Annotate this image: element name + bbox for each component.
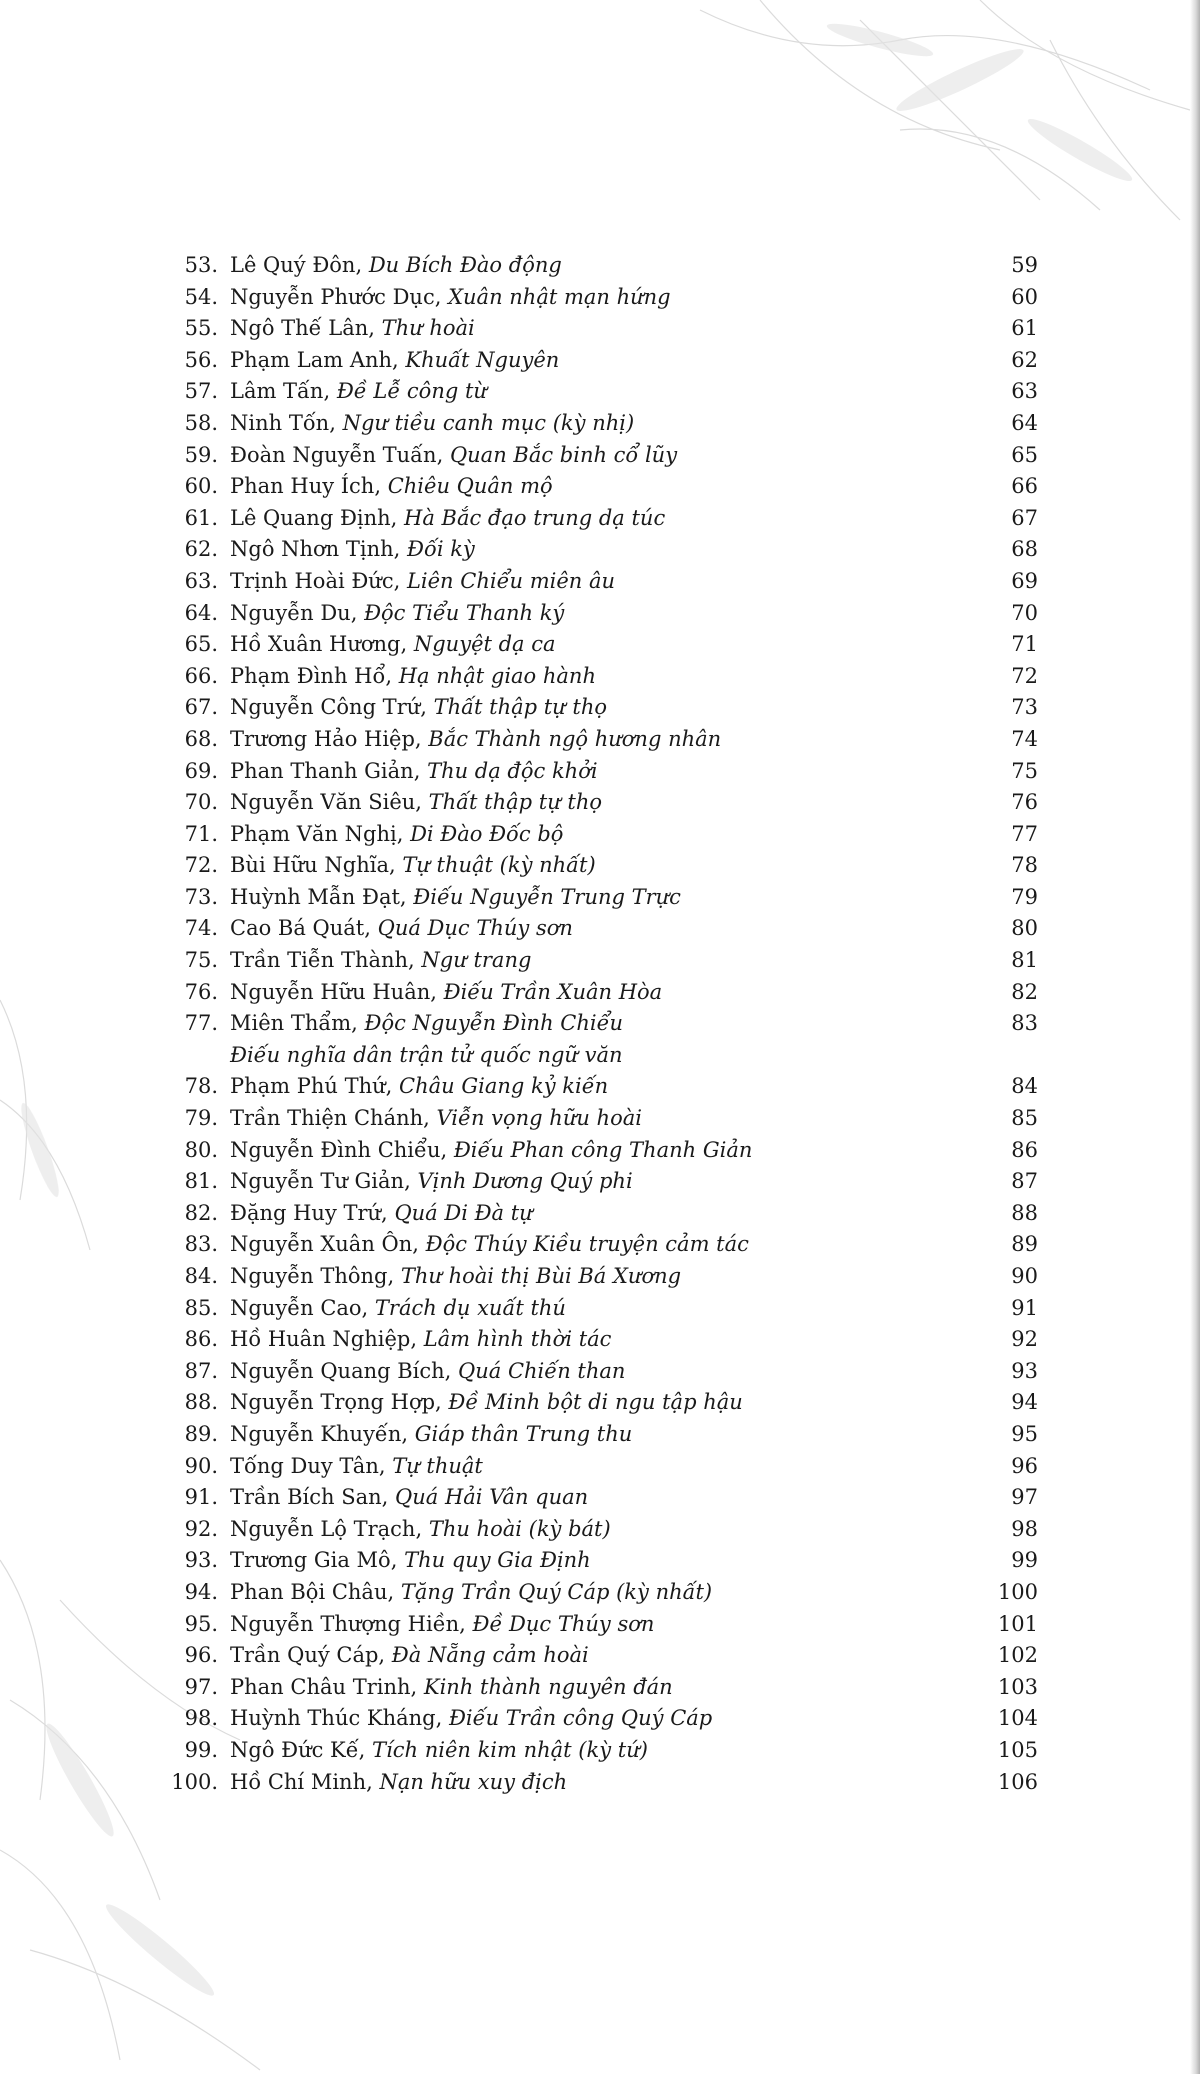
entry-title: Đối kỳ: [407, 537, 475, 562]
toc-entry: [168, 1735, 1038, 1767]
entry-text: [230, 1229, 749, 1261]
toc-entry: [168, 1514, 1038, 1546]
entry-number: 88.: [184, 1390, 218, 1415]
entry-number: 62.: [184, 537, 218, 562]
entry-text: [230, 692, 607, 724]
toc-entry: [168, 566, 1038, 598]
entry-number: 60.: [184, 474, 218, 499]
entry-number: 64.: [184, 600, 218, 625]
entry-author: Trần Thiện Chánh,: [230, 1106, 430, 1131]
entry-page-number: 64: [1011, 410, 1038, 435]
entry-title: Điếu Phan công Thanh Giản: [453, 1137, 753, 1162]
entry-author: Đặng Huy Trứ,: [230, 1200, 388, 1225]
entry-title: Thu dạ độc khởi: [427, 758, 598, 783]
entry-title: Thất thập tự thọ: [433, 695, 607, 720]
entry-author: Trương Hảo Hiệp,: [230, 726, 422, 751]
entry-page-number: 66: [1011, 474, 1038, 499]
entry-title: Đà Nẵng cảm hoài: [391, 1643, 589, 1668]
toc-entry: [168, 629, 1038, 661]
entry-author: Ngô Đức Kế,: [230, 1737, 366, 1762]
entry-text: [230, 250, 562, 282]
toc-entry: [168, 850, 1038, 882]
entry-title: Du Bích Đào động: [368, 253, 562, 277]
entry-number: 80.: [184, 1137, 218, 1162]
toc-entry: [168, 1261, 1038, 1293]
entry-author: Trịnh Hoài Đức,: [230, 568, 401, 593]
entry-number: 93.: [184, 1548, 218, 1573]
toc-entry: [168, 661, 1038, 693]
entry-author: Phạm Phú Thứ,: [230, 1074, 393, 1099]
entry-text: [230, 566, 615, 598]
entry-author: Ninh Tốn,: [230, 410, 336, 435]
entry-number: 53.: [184, 253, 218, 277]
entry-page-number: 76: [1011, 790, 1038, 815]
entry-text: [230, 440, 677, 472]
entry-title: Quá Dục Thúy sơn: [377, 916, 573, 941]
entry-page-number: 106: [997, 1769, 1038, 1794]
entry-number: 56.: [184, 347, 218, 372]
entry-number: 67.: [184, 695, 218, 720]
entry-text: [230, 819, 563, 851]
entry-title: Giáp thân Trung thu: [414, 1421, 633, 1446]
entry-title: Thư hoài: [381, 316, 475, 341]
entry-number: 83.: [184, 1232, 218, 1257]
entry-title: Đề Minh bột di ngu tập hậu: [448, 1390, 743, 1415]
toc-entry: [168, 1640, 1038, 1672]
entry-number: 54.: [184, 284, 218, 309]
entry-text: [230, 787, 602, 819]
entry-page-number: 88: [1011, 1200, 1038, 1225]
entry-page-number: 94: [1011, 1390, 1038, 1415]
entry-number: 95.: [184, 1611, 218, 1636]
entry-page-number: 60: [1011, 284, 1038, 309]
entry-page-number: 63: [1011, 379, 1038, 404]
entry-author: Cao Bá Quát,: [230, 916, 371, 941]
entry-number: 91.: [184, 1485, 218, 1510]
entry-number: 69.: [184, 758, 218, 783]
entry-page-number: 68: [1011, 537, 1038, 562]
entry-number: 94.: [184, 1579, 218, 1604]
entry-text: [230, 408, 634, 440]
entry-title: Điếu Trần Xuân Hòa: [443, 979, 663, 1004]
entry-page-number: 89: [1011, 1232, 1038, 1257]
entry-page-number: 61: [1011, 316, 1038, 341]
entry-number: 71.: [184, 821, 218, 846]
entry-text: [230, 1545, 591, 1577]
entry-author: Nguyễn Lộ Trạch,: [230, 1516, 423, 1541]
entry-title: Bắc Thành ngộ hương nhân: [428, 726, 722, 751]
entry-title: Thu quy Gia Định: [404, 1548, 591, 1573]
entry-text: [230, 376, 487, 408]
entry-page-number: 65: [1011, 442, 1038, 467]
entry-title: Ngư trang: [421, 948, 532, 973]
entry-text: [230, 282, 671, 314]
entry-page-number: 103: [997, 1674, 1038, 1699]
entry-author: Trần Quý Cáp,: [230, 1643, 386, 1668]
entry-title: Đề Dục Thúy sơn: [472, 1611, 655, 1636]
entry-number: 96.: [184, 1643, 218, 1668]
entry-author: Trần Tiễn Thành,: [230, 948, 415, 973]
entry-page-number: 69: [1011, 568, 1038, 593]
toc-entry: [168, 756, 1038, 788]
entry-title: Kinh thành nguyên đán: [423, 1674, 673, 1699]
entry-text: [230, 724, 721, 756]
entry-author: Nguyễn Công Trứ,: [230, 695, 427, 720]
entry-title: Viễn vọng hữu hoài: [436, 1106, 642, 1131]
entry-author: Lê Quý Đôn,: [230, 253, 363, 277]
entry-number: 79.: [184, 1106, 218, 1131]
entry-number: 90.: [184, 1453, 218, 1478]
entry-author: Nguyễn Phước Dục,: [230, 284, 442, 309]
entry-number: 58.: [184, 410, 218, 435]
entry-number: 61.: [184, 505, 218, 530]
entry-author: Hồ Chí Minh,: [230, 1769, 373, 1794]
entry-author: Nguyễn Khuyến,: [230, 1421, 409, 1446]
entry-number: 81.: [184, 1169, 218, 1194]
entry-title: Trách dụ xuất thú: [374, 1295, 566, 1320]
entry-page-number: 102: [997, 1643, 1038, 1668]
toc-entry: [168, 471, 1038, 503]
entry-number: 76.: [184, 979, 218, 1004]
entry-number: 65.: [184, 632, 218, 657]
entry-number: 86.: [184, 1327, 218, 1352]
entry-page-number: 79: [1011, 884, 1038, 909]
entry-title: Điếu Nguyễn Trung Trực: [413, 884, 681, 909]
entry-title: Điếu Trần công Quý Cáp: [448, 1706, 713, 1731]
entry-text: [230, 1703, 712, 1735]
entry-number: 78.: [184, 1074, 218, 1099]
entry-title: Tích niên kim nhật (kỳ tứ): [372, 1737, 648, 1762]
entry-number: 92.: [184, 1516, 218, 1541]
entry-title: Liên Chiểu miên âu: [406, 568, 615, 593]
entry-title: Xuân nhật mạn hứng: [448, 284, 671, 309]
toc-entry: [168, 250, 1038, 282]
entry-page-number: 101: [997, 1611, 1038, 1636]
entry-text: [230, 1482, 588, 1514]
entry-text: [230, 503, 665, 535]
entry-author: Phạm Văn Nghị,: [230, 821, 404, 846]
toc-entry: [168, 1767, 1038, 1799]
entry-page-number: 81: [1011, 948, 1038, 973]
entry-author: Lâm Tấn,: [230, 379, 331, 404]
toc-entry: [168, 1008, 1038, 1040]
entry-author: Nguyễn Tư Giản,: [230, 1169, 411, 1194]
entry-page-number: 71: [1011, 632, 1038, 657]
entry-page-number: 82: [1011, 979, 1038, 1004]
entry-title: Nạn hữu xuy địch: [379, 1769, 568, 1794]
entry-number: 63.: [184, 568, 218, 593]
entry-author: Nguyễn Đình Chiểu,: [230, 1137, 448, 1162]
entry-author: Phan Bội Châu,: [230, 1579, 395, 1604]
entry-page-number: 67: [1011, 505, 1038, 530]
entry-number: 100.: [171, 1769, 218, 1794]
entry-author: Ngô Nhơn Tịnh,: [230, 537, 401, 562]
entry-author: Nguyễn Văn Siêu,: [230, 790, 422, 815]
entry-page-number: 78: [1011, 853, 1038, 878]
entry-number: 68.: [184, 726, 218, 751]
entry-number: 74.: [184, 916, 218, 941]
toc-entry: [168, 945, 1038, 977]
entry-author: Nguyễn Trọng Hợp,: [230, 1390, 442, 1415]
entry-page-number: 91: [1011, 1295, 1038, 1320]
entry-number: 89.: [184, 1421, 218, 1446]
entry-page-number: 73: [1011, 695, 1038, 720]
entry-author: Phan Thanh Giản,: [230, 758, 421, 783]
entry-page-number: 100: [997, 1579, 1038, 1604]
entry-author: Huỳnh Thúc Kháng,: [230, 1706, 443, 1731]
toc-entry: [168, 1135, 1038, 1167]
entry-page-number: 59: [1011, 253, 1038, 277]
entry-author: Nguyễn Du,: [230, 600, 358, 625]
entry-text: [230, 1735, 648, 1767]
toc-entry-continuation: [168, 1040, 1038, 1072]
toc-entry: [168, 692, 1038, 724]
toc-entry: [168, 1324, 1038, 1356]
entry-text: [230, 1293, 566, 1325]
entry-title: Thất thập tự thọ: [428, 790, 603, 815]
entry-text: [230, 1135, 752, 1167]
entry-page-number: 87: [1011, 1169, 1038, 1194]
entry-page-number: 72: [1011, 663, 1038, 688]
entry-page-number: 99: [1011, 1548, 1038, 1573]
toc-entry: [168, 534, 1038, 566]
entry-author: Phan Châu Trinh,: [230, 1674, 418, 1699]
entry-title: Thu hoài (kỳ bát): [428, 1516, 611, 1541]
entry-page-number: 98: [1011, 1516, 1038, 1541]
entry-text: [230, 1451, 483, 1483]
entry-number: 75.: [184, 948, 218, 973]
entry-title: Tự thuật: [392, 1453, 483, 1478]
entry-title: Tự thuật (kỳ nhất): [402, 853, 596, 878]
entry-text: [230, 1577, 712, 1609]
entry-title: Vịnh Dương Quý phi: [417, 1169, 633, 1194]
toc-entry: [168, 1419, 1038, 1451]
entry-page-number: 74: [1011, 726, 1038, 751]
entry-author: Nguyễn Thượng Hiền,: [230, 1611, 466, 1636]
table-of-contents: [168, 250, 1038, 1798]
entry-author: Nguyễn Hữu Huân,: [230, 979, 437, 1004]
entry-text: [230, 1071, 608, 1103]
entry-page-number: 75: [1011, 758, 1038, 783]
toc-entry: [168, 913, 1038, 945]
entry-title: Hạ nhật giao hành: [398, 663, 596, 688]
entry-title: Hà Bắc đạo trung dạ túc: [404, 505, 666, 530]
toc-entry: [168, 787, 1038, 819]
entry-page-number: 104: [997, 1706, 1038, 1731]
entry-author: Phạm Lam Anh,: [230, 347, 399, 372]
toc-entry: [168, 1609, 1038, 1641]
entry-author: Hồ Xuân Hương,: [230, 632, 408, 657]
toc-entry: [168, 1672, 1038, 1704]
entry-title: Chiêu Quân mộ: [387, 474, 553, 499]
entry-author: Lê Quang Định,: [230, 505, 398, 530]
entry-number: 66.: [184, 663, 218, 688]
entry-text: [230, 661, 596, 693]
entry-text: [230, 1356, 625, 1388]
entry-page-number: 90: [1011, 1264, 1038, 1288]
toc-entry: [168, 1451, 1038, 1483]
entry-title: Độc Nguyễn Đình Chiểu: [364, 1011, 624, 1036]
entry-author: Phan Huy Ích,: [230, 474, 382, 499]
entry-title: Khuất Nguyên: [405, 347, 560, 372]
entry-page-number: 62: [1011, 347, 1038, 372]
toc-entry: [168, 1387, 1038, 1419]
entry-text: [230, 756, 598, 788]
entry-number: 97.: [184, 1674, 218, 1699]
entry-text: [230, 1040, 623, 1072]
entry-text: [230, 534, 475, 566]
entry-number: 84.: [184, 1264, 218, 1288]
toc-entry: [168, 819, 1038, 851]
entry-number: 98.: [184, 1706, 218, 1731]
entry-text: [230, 598, 564, 630]
entry-page-number: 105: [997, 1737, 1038, 1762]
page-edge-shadow: [1190, 0, 1200, 2074]
entry-title: Ngư tiều canh mục (kỳ nhị): [342, 410, 635, 435]
entry-number: 57.: [184, 379, 218, 404]
entry-text: [230, 1324, 611, 1356]
toc-entry: [168, 1198, 1038, 1230]
entry-title: Quá Hải Vân quan: [395, 1485, 589, 1510]
entry-number: 70.: [184, 790, 218, 815]
entry-title: Quan Bắc binh cổ lũy: [449, 442, 678, 467]
entry-text: [230, 1387, 743, 1419]
entry-number: 72.: [184, 853, 218, 878]
entry-page-number: 95: [1011, 1421, 1038, 1446]
entry-title: Đề Lễ công từ: [336, 379, 487, 404]
entry-text: [230, 1640, 589, 1672]
entry-page-number: 97: [1011, 1485, 1038, 1510]
entry-title: Quá Chiến than: [458, 1358, 626, 1383]
entry-number: 77.: [184, 1011, 218, 1036]
toc-entry: [168, 598, 1038, 630]
entry-text: [230, 850, 596, 882]
entry-text: [230, 1103, 642, 1135]
entry-text: [230, 345, 559, 377]
entry-number: 99.: [184, 1737, 218, 1762]
entry-author: Trần Bích San,: [230, 1485, 389, 1510]
entry-page-number: 85: [1011, 1106, 1038, 1131]
toc-entry: [168, 1103, 1038, 1135]
toc-entry: [168, 977, 1038, 1009]
entry-text: [230, 313, 475, 345]
toc-entry: [168, 1229, 1038, 1261]
entry-number: 87.: [184, 1358, 218, 1383]
entry-page-number: 80: [1011, 916, 1038, 941]
entry-title: Độc Tiểu Thanh ký: [364, 600, 565, 625]
toc-entry: [168, 1071, 1038, 1103]
toc-entry: [168, 1482, 1038, 1514]
toc-entry: [168, 440, 1038, 472]
toc-entry: [168, 1577, 1038, 1609]
entry-author: Ngô Thế Lân,: [230, 316, 375, 341]
entry-page-number: 77: [1011, 821, 1038, 846]
entry-number: 59.: [184, 442, 218, 467]
entry-title: Tặng Trần Quý Cáp (kỳ nhất): [400, 1579, 713, 1604]
entry-author: Miên Thẩm,: [230, 1011, 358, 1036]
entry-text: [230, 629, 556, 661]
entry-title: Điếu nghĩa dân trận tử quốc ngữ văn: [230, 1042, 623, 1067]
toc-entry: [168, 1293, 1038, 1325]
entry-text: [230, 945, 531, 977]
entry-number: 82.: [184, 1200, 218, 1225]
entry-number: 85.: [184, 1295, 218, 1320]
entry-text: [230, 1198, 533, 1230]
entry-page-number: 92: [1011, 1327, 1038, 1352]
entry-title: Quá Di Đà tự: [394, 1200, 533, 1225]
entry-author: Nguyễn Cao,: [230, 1295, 369, 1320]
toc-entry: [168, 376, 1038, 408]
entry-page-number: 83: [1011, 1011, 1038, 1036]
entry-page-number: 93: [1011, 1358, 1038, 1383]
entry-text: [230, 977, 662, 1009]
entry-page-number: 84: [1011, 1074, 1038, 1099]
toc-entry: [168, 313, 1038, 345]
toc-entry: [168, 345, 1038, 377]
entry-author: Đoàn Nguyễn Tuấn,: [230, 442, 444, 467]
toc-entry: [168, 282, 1038, 314]
entry-text: [230, 882, 681, 914]
entry-author: Nguyễn Quang Bích,: [230, 1358, 452, 1383]
toc-entry: [168, 882, 1038, 914]
entry-text: [230, 1672, 673, 1704]
toc-entry: [168, 503, 1038, 535]
entry-title: Châu Giang kỷ kiến: [399, 1074, 609, 1099]
entry-number: 73.: [184, 884, 218, 909]
entry-text: [230, 913, 573, 945]
toc-entry: [168, 1166, 1038, 1198]
entry-text: [230, 1166, 633, 1198]
toc-entry: [168, 724, 1038, 756]
entry-author: Trương Gia Mô,: [230, 1548, 398, 1573]
entry-title: Di Đào Đốc bộ: [410, 821, 564, 846]
entry-page-number: 86: [1011, 1137, 1038, 1162]
entry-page-number: 70: [1011, 600, 1038, 625]
entry-text: [230, 1767, 567, 1799]
entry-author: Tống Duy Tân,: [230, 1453, 386, 1478]
entry-text: [230, 1008, 623, 1040]
entry-text: [230, 1419, 632, 1451]
entry-author: Huỳnh Mẫn Đạt,: [230, 884, 407, 909]
entry-author: Bùi Hữu Nghĩa,: [230, 853, 396, 878]
entry-author: Phạm Đình Hổ,: [230, 663, 392, 688]
entry-author: Nguyễn Xuân Ôn,: [230, 1232, 419, 1257]
entry-author: Hồ Huân Nghiệp,: [230, 1327, 418, 1352]
entry-number: 55.: [184, 316, 218, 341]
toc-entry: [168, 408, 1038, 440]
entry-title: Thư hoài thị Bùi Bá Xương: [400, 1264, 682, 1288]
entry-title: Lâm hình thời tác: [423, 1327, 612, 1352]
entry-title: Nguyệt dạ ca: [413, 632, 556, 657]
entry-page-number: 96: [1011, 1453, 1038, 1478]
toc-entry: [168, 1703, 1038, 1735]
toc-entry: [168, 1356, 1038, 1388]
entry-text: [230, 1514, 611, 1546]
entry-title: Độc Thúy Kiều truyện cảm tác: [425, 1232, 749, 1257]
toc-entry: [168, 1545, 1038, 1577]
entry-text: [230, 471, 553, 503]
entry-text: [230, 1261, 681, 1293]
entry-text: [230, 1609, 654, 1641]
entry-author: Nguyễn Thông,: [230, 1264, 395, 1288]
